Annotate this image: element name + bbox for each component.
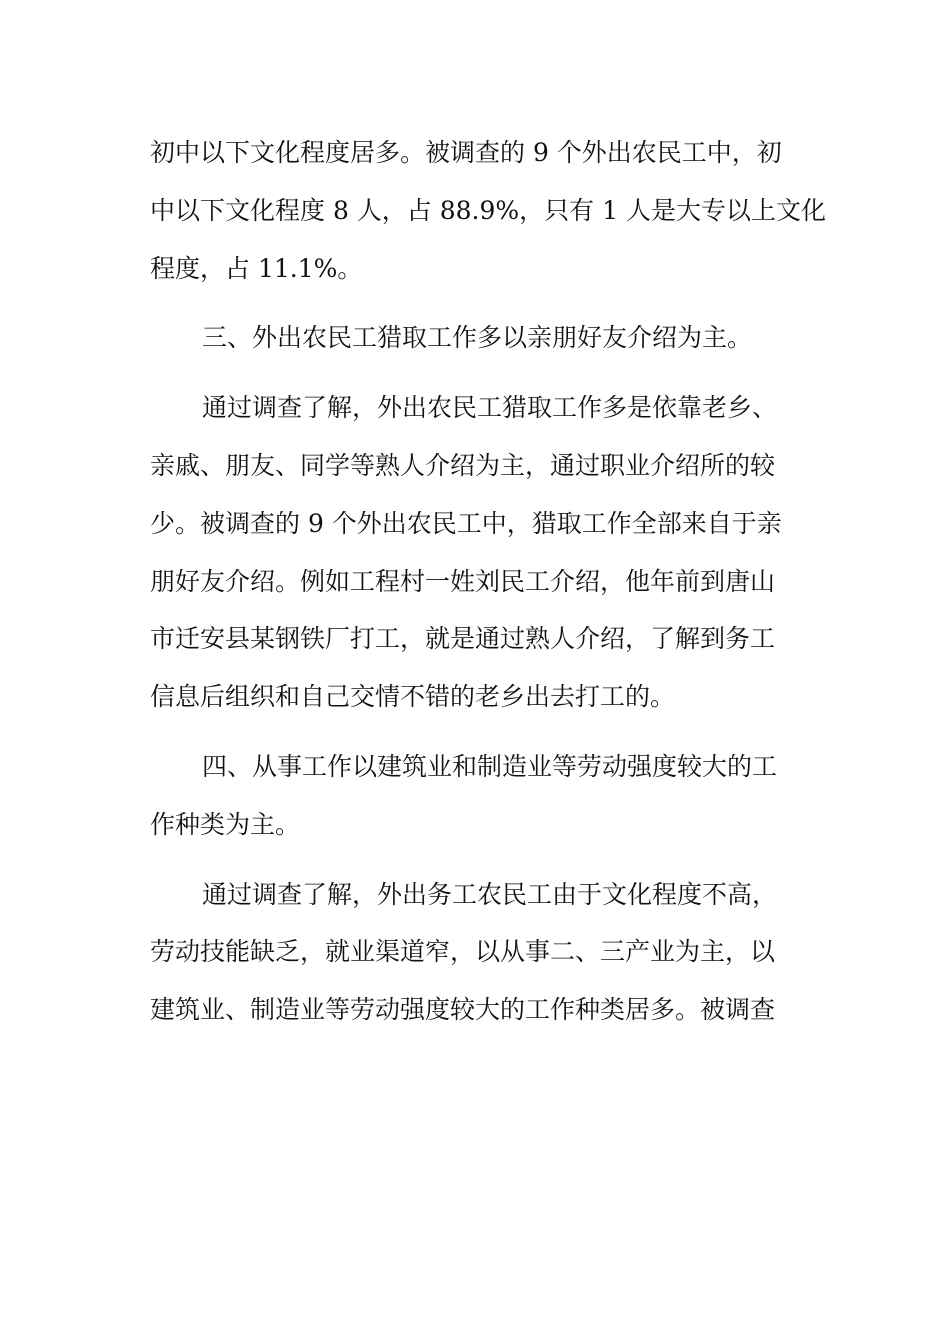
text-line: 信息后组织和自己交情不错的老乡出去打工的。 [150,682,676,712]
text-line: 中以下文化程度 8 人，占 88.9%，只有 1 人是大专以上文化 [150,195,826,225]
text-line: 建筑业、制造业等劳动强度较大的工作种类居多。被调查 [150,995,776,1025]
text-line: 朋好友介绍。例如工程村一姓刘民工介绍，他年前到唐山 [150,566,776,596]
text-line: 通过调查了解，外出农民工猎取工作多是依靠老乡、 [202,393,778,423]
text-line: 程度，占 11.1%。 [150,253,363,283]
text-line: 四、从事工作以建筑业和制造业等劳动强度较大的工 [202,751,778,781]
text-line: 市迁安县某钢铁厂打工，就是通过熟人介绍，了解到务工 [150,624,776,654]
paragraph-work-type [150,866,802,1039]
text-line: 初中以下文化程度居多。被调查的 9 个外出农民工中，初 [150,138,782,167]
paragraph-spacer [150,726,802,738]
text-line: 少。被调查的 9 个外出农民工中，猎取工作全部来自于亲 [150,508,782,538]
paragraph-education-summary [150,124,826,297]
text-line: 劳动技能缺乏，就业渠道窄，以从事二、三产业为主，以 [150,937,776,967]
paragraph-spacer [150,297,802,309]
text-line: 亲戚、朋友、同学等熟人介绍为主，通过职业介绍所的较 [150,450,776,480]
document-body [150,124,826,1039]
paragraph-spacer [150,854,802,866]
text-line: 三、外出农民工猎取工作多以亲朋好友介绍为主。 [202,323,753,353]
section-heading-work-type [150,738,802,854]
text-line: 作种类为主。 [150,809,301,839]
section-heading-job-finding [150,309,802,367]
paragraph-job-finding [150,379,802,726]
text-line: 通过调查了解，外出务工农民工由于文化程度不高， [202,879,778,909]
paragraph-spacer [150,367,802,379]
